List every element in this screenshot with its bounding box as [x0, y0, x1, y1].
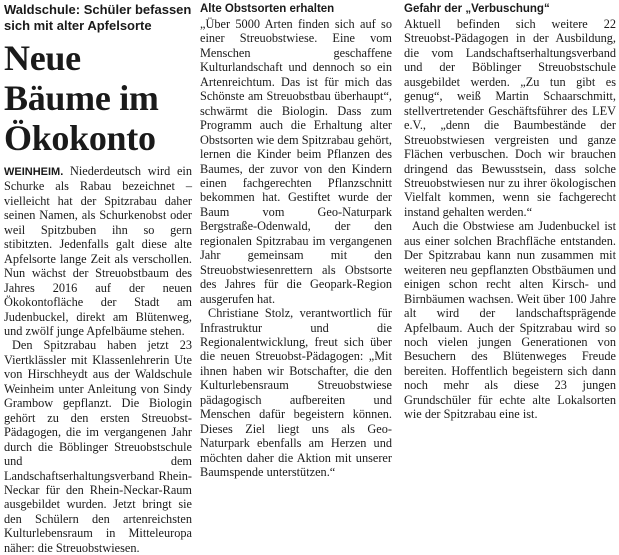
- paragraph-2: Den Spitzrabau haben jetzt 23 Viertklässler mit Klassenlehrerin Ute von Hirschheydt aus der Waldschule Weinheim unter Anleitung von Sindy Grambow gepflanzt. Die Biologin gehört zu den ersten Streuobst-Pädagogen, die im vergangenen Jahr durch die Böblinger Streuobstschule und dem Landschaftserhaltungsverband Rhein-Neckar für den Rhein-Neckar-Raum ausgebildet wurden. Jetzt bringt sie den Schülern den artenreichsten Kulturlebensraum in Mitteleuropa näher: die Streuobstwiesen.: [4, 338, 192, 555]
- paragraph-3: „Über 5000 Arten finden sich auf so einer Streuobstwiese. Eine vom Menschen geschaffene Kulturlandschaft und dennoch so ein Artenreichtum. Das ist für mich das Schönste am Streuobstbau überhaupt“, schwärmt die Biologin. Dass zum Programm auch die Erhaltung alter Obstsorten wie dem Spitzrabau gehört, lernen die Kinder beim Pflanzen des Baumes, der zuvor von den Kindern einen fachgerechten Pflanzschnitt bekommen hat. Gestiftet wurde der Baum vom Geo-Naturpark Bergstraße-Odenwald, der den regionalen Spitzrabau im vergangenen Jahr gemeinsam mit den Streuobstwiesenrettern als Obstsorte des Jahres für die Geopark-Region ausgerufen hat.: [200, 17, 392, 306]
- paragraph-4: Christiane Stolz, verantwortlich für Infrastruktur und die Regionalentwicklung, freut sich über die neuen Streuobst-Pädagogen: „Mit ihnen haben wir Botschafter, die den Kulturlebensraum Streuobstwiese pädagogisch aufbereiten und Menschen dafür begeistern können. Dieses Ziel liegt uns als Geo-Naturpark ebenfalls am Herzen und möchten daher die Aktion mit unserer Baumspende unterstützen.“: [200, 306, 392, 480]
- headline: Neue Bäume im Ökokonto: [4, 38, 159, 158]
- dateline: WEINHEIM.: [4, 166, 64, 178]
- paragraph-1: [4, 164, 192, 338]
- column-1: [4, 0, 192, 555]
- paragraph-1-text: Niederdeutsch wird ein Schurke als Rabau bezeichnet – vielleicht hat der Spitzrabau daher seinen Namen, als Schurkenobst oder weil Spitzbuben ihn so gern stibitzten. Jedenfalls galt diese alte Apfelsorte lange Zeit als verschollen. Nun wächst der Streuobstbaum des Jahres 2016 auf der neuen Ökokontofläche der Stadt am Judenbuckel, direkt am Blütenweg, und zwölf junge Apfelbäume stehen.: [4, 164, 193, 338]
- column-3: [404, 0, 616, 422]
- subheading-gefahr-verbuschung: Gefahr der „Verbuschung“: [404, 3, 550, 15]
- subheading-alte-obstsorten: Alte Obstsorten erhalten: [200, 3, 335, 15]
- paragraph-5: Aktuell befinden sich weitere 22 Streuobst-Pädagogen in der Ausbildung, die vom Landschaftserhaltungsverband und der Böblinger Streuobstschule ausgebildet werden. „Zu tun gibt es genug“, weiß Martin Schaarschmitt, stellvertretender Geschäftsführer des LEV e.V., „denn die Baumbestände der Streuobstwiesen vergreisten und ganze Flächen verbuschen. Doch wir brauchen dringend das Bewusstsein, dass solche Streuobstwiesen nur zu ihrer ökologischen Vielfalt kommen, wenn sie fachgerecht instand gehalten werden.“: [404, 17, 616, 219]
- kicker: Waldschule: Schüler befassen sich mit alter Apfelsorte: [4, 2, 192, 33]
- column-2: [200, 0, 392, 480]
- paragraph-6: Auch die Obstwiese am Judenbuckel ist aus einer solchen Brachfläche entstanden. Der Spitzrabau kann nun zusammen mit weiteren neu gepflanzten Obstbäumen und einigen schon recht alten Kirsch- und Birnbäumen wachsen. Weit über 100 Jahre alt wird der landschaftsprägende Apfelbaum. Auch der Spitzrabau wird so noch vielen jungen Generationen von Besuchern des Blütenweges Freude bereiten. Hoffentlich begeistern sich dann noch mehr als diese 23 jungen Grundschüler für echte alte Lokalsorten wie der Spitzrabau eine ist.: [404, 219, 616, 422]
